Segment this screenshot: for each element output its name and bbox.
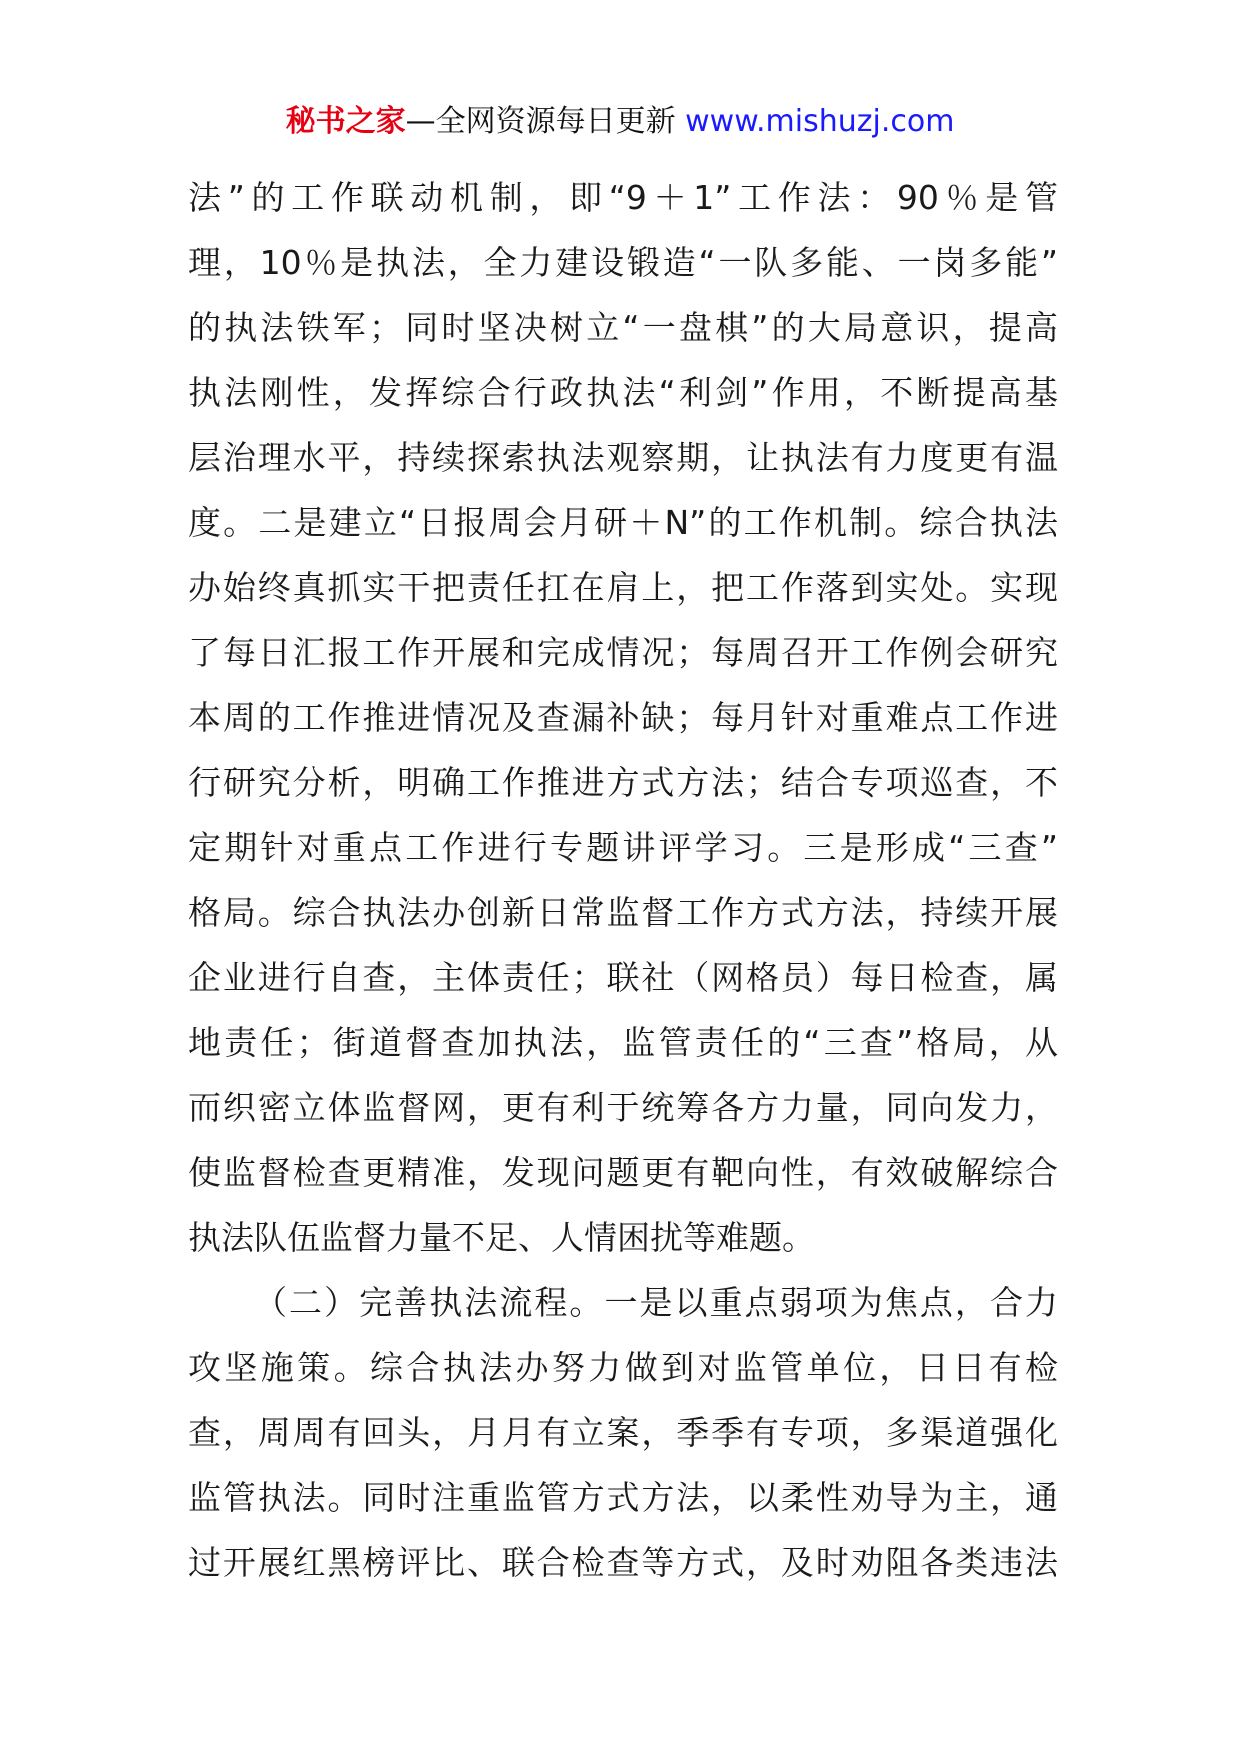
- text-line: 使监督检查更精准，发现问题更有靶向性，有效破解综合: [188, 1153, 1058, 1192]
- section-heading-line: （二）完善执法流程。一是以重点弱项为焦点，合力: [254, 1283, 1058, 1322]
- text-line: 了每日汇报工作开展和完成情况；每周召开工作例会研究: [188, 633, 1058, 672]
- text-line: 本周的工作推进情况及查漏补缺；每月针对重难点工作进: [188, 698, 1058, 737]
- text-line: 而织密立体监督网，更有利于统筹各方力量，同向发力，: [188, 1088, 1058, 1127]
- text-line: 格局。综合执法办创新日常监督工作方式方法，持续开展: [188, 893, 1058, 932]
- text-line: 定期针对重点工作进行专题讲评学习。三是形成“三查”: [188, 828, 1058, 867]
- text-line: 地责任；街道督查加执法，监管责任的“三查”格局，从: [188, 1023, 1058, 1062]
- page-header: [0, 100, 1240, 144]
- paragraph-end-line: 执法队伍监督力量不足、人情困扰等难题。: [188, 1218, 815, 1257]
- site-url-link[interactable]: www.mishuzj.com: [685, 104, 955, 139]
- text-line: 法”的工作联动机制，即“9＋1”工作法：90％是管: [188, 178, 1058, 217]
- header-tagline: —全网资源每日更新: [405, 104, 676, 139]
- brand-name: 秘书之家: [285, 104, 406, 139]
- text-line: 理，10％是执法，全力建设锻造“一队多能、一岗多能”: [188, 243, 1058, 282]
- text-line: 攻坚施策。综合执法办努力做到对监管单位，日日有检: [188, 1348, 1058, 1387]
- text-line: 执法刚性，发挥综合行政执法“利剑”作用，不断提高基: [188, 373, 1058, 412]
- text-line: 查，周周有回头，月月有立案，季季有专项，多渠道强化: [188, 1413, 1058, 1452]
- text-line: 办始终真抓实干把责任扛在肩上，把工作落到实处。实现: [188, 568, 1058, 607]
- text-line: 层治理水平，持续探索执法观察期，让执法有力度更有温: [188, 438, 1058, 477]
- body-text: [188, 165, 1058, 1595]
- text-line: 监管执法。同时注重监管方式方法，以柔性劝导为主，通: [188, 1478, 1058, 1517]
- text-line: 度。二是建立“日报周会月研＋N”的工作机制。综合执法: [188, 503, 1058, 542]
- text-line: 企业进行自查，主体责任；联社（网格员）每日检查，属: [188, 958, 1058, 997]
- text-line: 的执法铁军；同时坚决树立“一盘棋”的大局意识，提高: [188, 308, 1058, 347]
- text-line: 过开展红黑榜评比、联合检查等方式，及时劝阻各类违法: [188, 1543, 1058, 1582]
- text-line: 行研究分析，明确工作推进方式方法；结合专项巡查，不: [188, 763, 1058, 802]
